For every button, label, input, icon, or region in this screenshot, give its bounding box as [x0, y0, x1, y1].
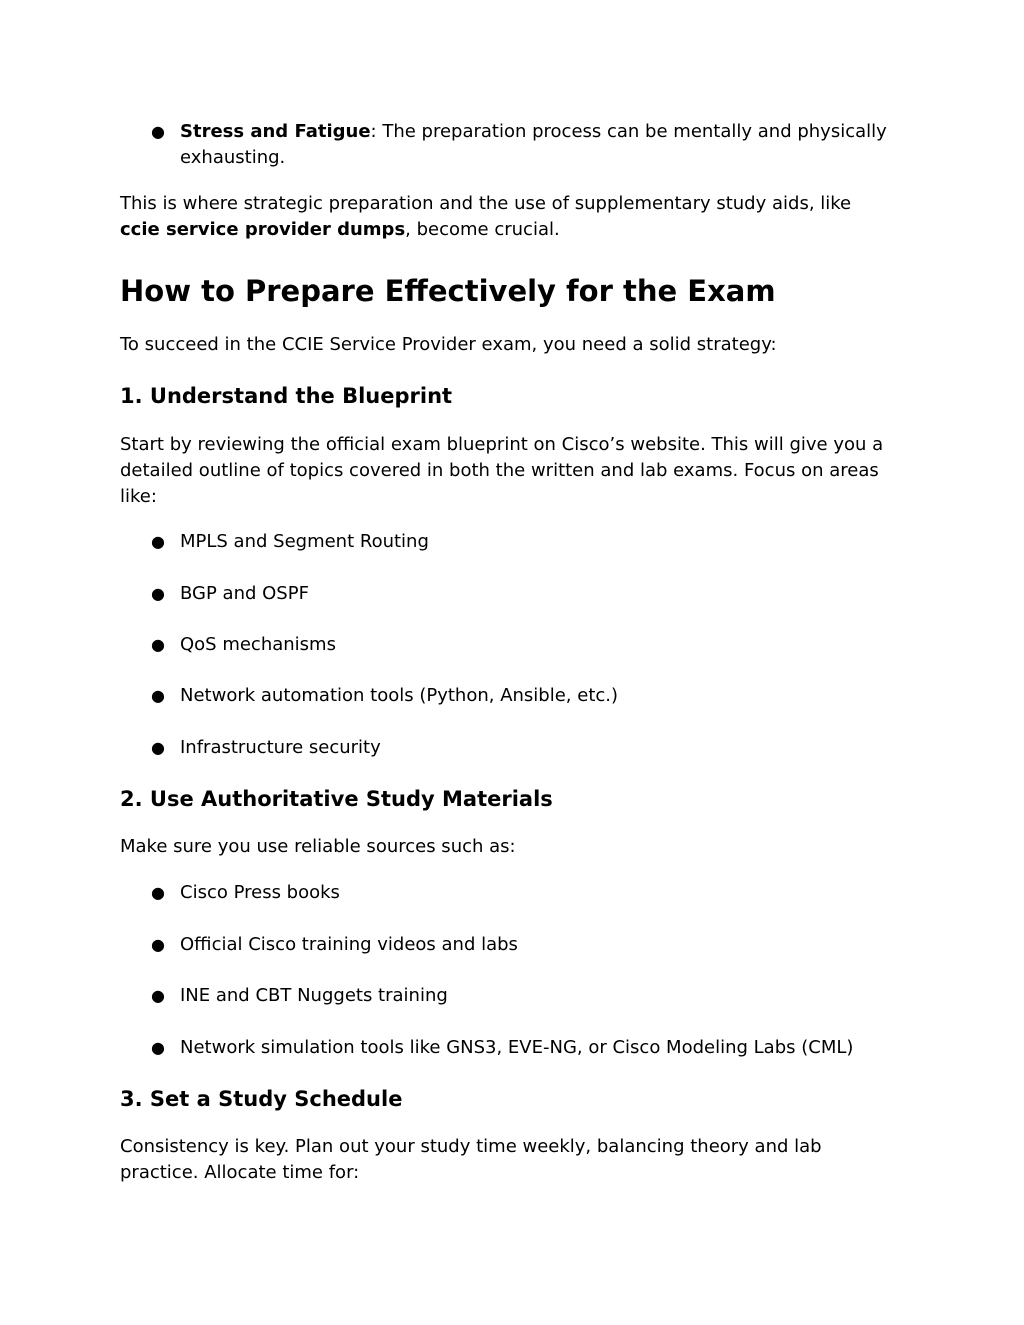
section1-paragraph-line: detailed outline of topics covered in both the written and lab exams. Focus on areas [120, 460, 879, 481]
strategy-intro: To succeed in the CCIE Service Provider exam, you need a solid strategy: [120, 334, 777, 355]
bullet-dot: ● [151, 883, 165, 902]
list-item: Infrastructure security [180, 737, 381, 758]
main-heading: How to Prepare Effectively for the Exam [120, 274, 776, 308]
bullet-dot: ● [151, 635, 165, 654]
intro-rest: , become crucial. [405, 219, 560, 240]
intro-bold-term: ccie service provider dumps [120, 219, 406, 240]
bullet-dot: ● [151, 686, 165, 705]
list-item: Cisco Press books [180, 882, 340, 903]
list-item: Official Cisco training videos and labs [180, 934, 518, 955]
bullet-bold-term: Stress and Fatigue [180, 121, 371, 142]
list-item: BGP and OSPF [180, 583, 309, 604]
bullet-dot: ● [151, 532, 165, 551]
list-item: QoS mechanisms [180, 634, 336, 655]
section-heading-schedule: 3. Set a Study Schedule [120, 1087, 403, 1111]
bullet-dot: ● [151, 122, 165, 141]
list-item: Network automation tools (Python, Ansible, etc.) [180, 685, 619, 706]
section-heading-materials: 2. Use Authoritative Study Materials [120, 787, 553, 811]
bullet-text-continued: exhausting. [180, 147, 286, 168]
section-heading-blueprint: 1. Understand the Blueprint [120, 384, 453, 408]
bullet-dot: ● [151, 986, 165, 1005]
intro-paragraph-line [120, 217, 560, 243]
bullet-dot: ● [151, 584, 165, 603]
bullet-dot: ● [151, 738, 165, 757]
bullet-stress-fatigue [180, 119, 887, 145]
list-item: MPLS and Segment Routing [180, 531, 429, 552]
intro-paragraph-line: This is where strategic preparation and the use of supplementary study aids, like [120, 193, 852, 214]
bullet-dot: ● [151, 1038, 165, 1057]
section3-paragraph-line: practice. Allocate time for: [120, 1162, 360, 1183]
list-item: INE and CBT Nuggets training [180, 985, 448, 1006]
bullet-text: : The preparation process can be mentally and physically [370, 121, 887, 142]
section2-paragraph: Make sure you use reliable sources such as: [120, 836, 516, 857]
list-item: Network simulation tools like GNS3, EVE-NG, or Cisco Modeling Labs (CML) [180, 1037, 854, 1058]
section3-paragraph-line: Consistency is key. Plan out your study time weekly, balancing theory and lab [120, 1136, 822, 1157]
bullet-dot: ● [151, 935, 165, 954]
section1-paragraph-line: like: [120, 486, 157, 507]
section1-paragraph-line: Start by reviewing the official exam blueprint on Cisco’s website. This will give you a [120, 434, 884, 455]
